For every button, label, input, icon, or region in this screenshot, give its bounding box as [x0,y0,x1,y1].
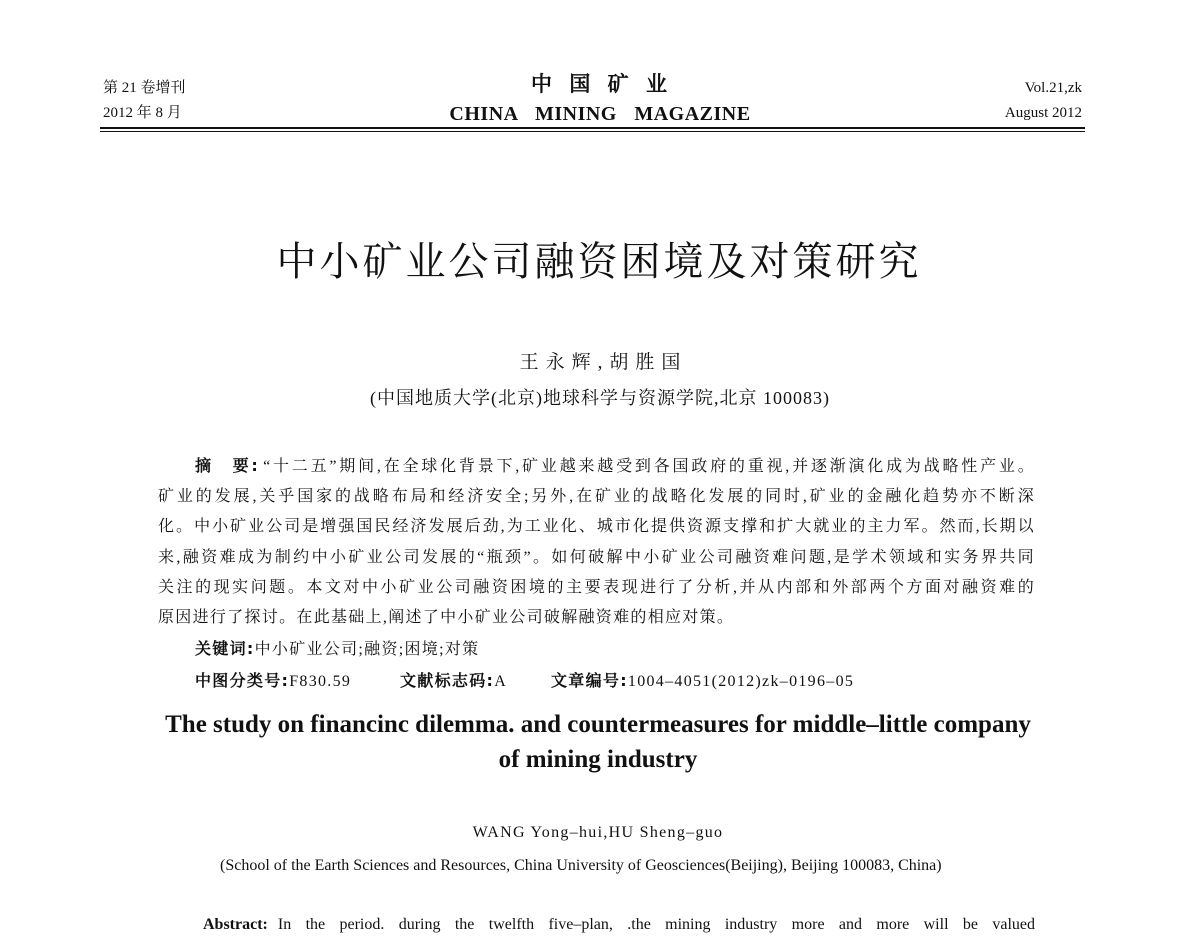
article-number-label: 文章编号: [551,671,628,690]
header-volume-en: Vol.21,zk [1024,80,1082,96]
abstract-zh-line: 关注的现实问题。本文对中小矿业公司融资困境的主要表现进行了分析,并从内部和外部两个方面对融资难的 [158,578,1035,596]
abstract-zh-text: “十二五”期间,在全球化背景下,矿业越来越受到各国政府的重视,并逐渐演化成为战略性产业。 [263,458,1035,475]
document-code-label: 文献标志码: [400,671,495,690]
journal-name-en: CHINA MINING MAGAZINE [449,103,751,125]
affiliation-en: (School of the Earth Sciences and Resources, China University of Geosciences(Beijing), Beijing 100083, China) [220,857,942,874]
header-rule [100,127,1085,132]
clc-label: 中图分类号: [195,671,290,690]
abstract-zh-line: 矿业的发展,关乎国家的战略布局和经济安全;另外,在矿业的战略化发展的同时,矿业的金融化趋势亦不断深 [158,488,1035,506]
article-number [551,671,854,692]
title-en-line: of mining industry [498,746,698,773]
abstract-en [203,916,1035,934]
header-volume-zh: 第 21 卷增刊 [103,80,186,96]
document-code-value: A [494,673,508,690]
abstract-en-text: In the period. during the twelfth five–plan, .the mining industry more and more will be valued [277,916,1035,933]
abstract-zh-line [158,451,1035,482]
page-title: 中小矿业公司融资困境及对策研究 [276,239,922,284]
header-date-zh: 2012 年 8 月 [103,105,182,121]
abstract-zh-label: 摘 要: [195,456,260,475]
abstract-zh-line: 化。中小矿业公司是增强国民经济发展后劲,为工业化、城市化提供资源支撑和扩大就业的主力军。然而,长期以 [158,518,1035,536]
document-code [400,671,507,692]
abstract-en-label: Abstract: [203,916,268,933]
authors-en: WANG Yong–hui,HU Sheng–guo [472,824,724,841]
abstract-zh-line: 原因进行了探讨。在此基础上,阐述了中小矿业公司破解融资难的相应对策。 [158,609,735,627]
title-en-line: The study on financinc dilemma. and countermeasures for middle–little company [165,711,1031,738]
article-number-value: 1004–4051(2012)zk–0196–05 [627,673,855,690]
abstract-zh [158,451,1035,633]
abstract-zh-line: 来,融资难成为制约中小矿业公司发展的“瓶颈”。如何破解中小矿业公司融资难问题,是学术领域和实务界共同 [158,548,1035,566]
authors-zh: 王永辉,胡胜国 [519,352,688,373]
journal-name-zh: 中 国 矿 业 [531,72,672,96]
keywords-label: 关键词: [195,639,255,658]
header-date-en: August 2012 [1004,105,1082,121]
affiliation-zh: (中国地质大学(北京)地球科学与资源学院,北京 100083) [370,388,830,408]
clc-number [195,671,351,692]
keywords-zh [195,639,479,660]
clc-value: F830.59 [289,673,352,690]
keywords-value: 中小矿业公司;融资;困境;对策 [254,641,480,658]
